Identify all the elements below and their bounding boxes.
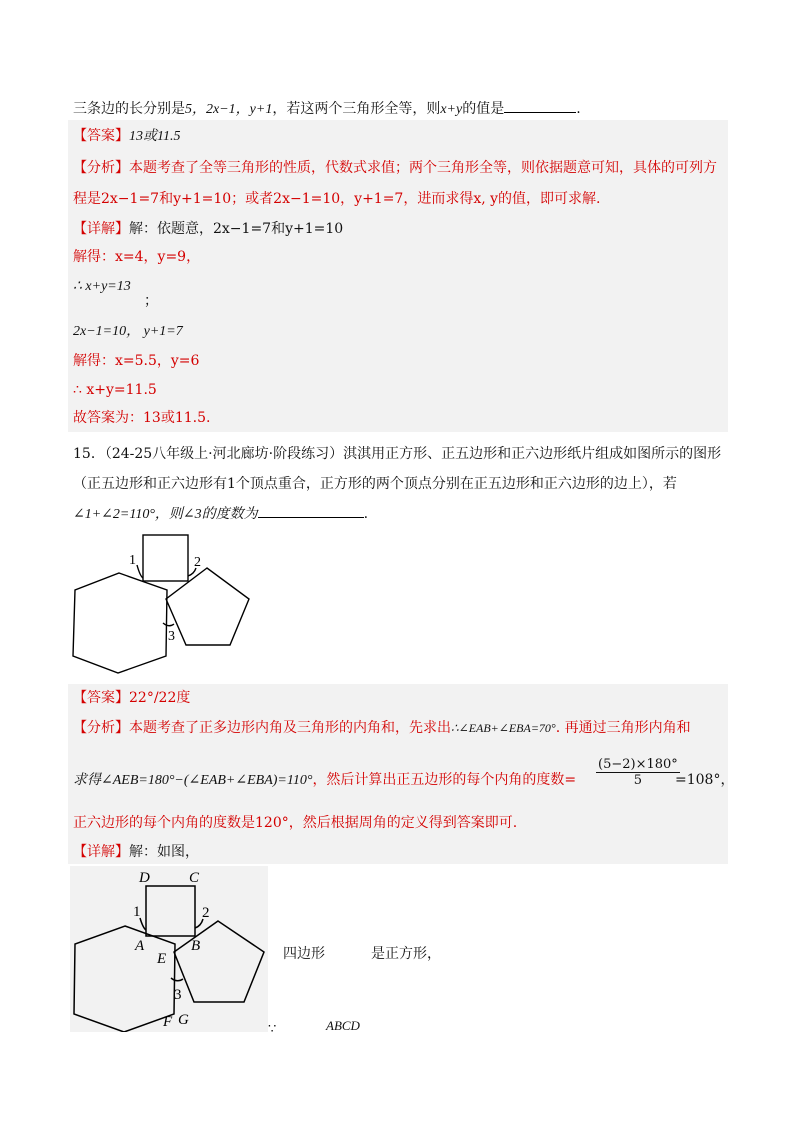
q14-analysis-2: 程是2x−1=7和y+1=10；或者2x−1=10，y+1=7，进而求得x, y的值，即可求解. [73, 191, 601, 207]
q14-detail-text-6: ∴ x+y=11.5 [73, 382, 157, 398]
q14-stem-text: 三条边的长分别是 [73, 101, 185, 117]
angle-3-arc [163, 623, 174, 626]
q15-analysis-expr-1: ∴∠EAB+∠EBA=70° [451, 721, 556, 735]
hexagon-shape [73, 573, 167, 673]
answer-tag: 【答案】 [73, 128, 129, 144]
q15-analysis-1 [73, 718, 691, 738]
q15-figure [70, 528, 290, 678]
q15-figure-labeled [70, 866, 270, 1032]
q15-analysis-text-1c: . 再通过三角形内角和 [555, 720, 691, 736]
detail-tag: 【详解】 [73, 844, 129, 860]
q15-analysis-text-1a: 本题考查了正多边形内角及三角形的内角和，先求出 [129, 720, 451, 736]
q15-answer-value: 22°/22度 [129, 690, 191, 706]
q15-detail-text-1: 解：如图， [129, 844, 199, 860]
q15-stem-1: 15．（24-25八年级上·河北廊坊·阶段练习）淇淇用正方形、正五边形和正六边形纸片组成如图所示的图形 [73, 446, 722, 462]
q14-stem-suffix: 的值是 [462, 101, 505, 117]
q15-analysis-2c: =108°， [675, 772, 735, 788]
q14-detail-text-5: 解得：x=5.5，y=6 [73, 353, 200, 369]
q15-stem-3 [73, 503, 368, 525]
q14-stem-expr: x+y [440, 102, 463, 117]
fig-label-2: 2 [194, 555, 201, 570]
fraction [596, 757, 680, 788]
angle-1-arc [137, 565, 143, 578]
q15-stem-3-text: ∠1+∠2=110°，则∠3的度数为 [73, 507, 258, 522]
label-G: G [178, 1012, 189, 1028]
label-B: B [191, 938, 201, 954]
q14-answer-blank[interactable] [504, 98, 576, 113]
label-E: E [157, 951, 167, 967]
detail-tag: 【详解】 [73, 221, 129, 237]
q15-because: ∵ [268, 1022, 277, 1037]
q14-stem-values: 5，2x−1，y+1 [185, 102, 273, 117]
q15-detail-1 [73, 842, 199, 862]
q15-answer [73, 688, 190, 708]
q14-analysis-text-1: 本题考查了全等三角形的性质，代数式求值；两个三角形全等，则依据题意可知，具体的可列方 [129, 160, 717, 176]
q14-detail-6 [73, 380, 157, 400]
label-D: D [139, 870, 150, 886]
q14-analysis-1 [73, 158, 717, 178]
square-shape [143, 535, 188, 581]
fig-label-3: 3 [168, 629, 175, 644]
q15-analysis-text-2b: ，然后计算出正五边形的每个内角的度数= [312, 772, 577, 788]
analysis-tag: 【分析】 [73, 720, 129, 736]
q14-detail-7: 故答案为：13或11.5. [73, 410, 211, 426]
q14-detail-text-1: 解：依题意，2x−1=7和y+1=10 [129, 221, 344, 237]
label-3: 3 [174, 987, 182, 1003]
q14-detail-text-3: ∴ x+y=13 [73, 279, 131, 294]
label-F: F [163, 1014, 173, 1030]
pentagon-shape [166, 568, 249, 645]
fraction-numerator: (5−2)×180° [598, 757, 678, 772]
q15-answer-blank[interactable] [258, 503, 364, 518]
answer-tag: 【答案】 [73, 690, 129, 706]
q14-answer [73, 126, 180, 147]
q15-analysis-2 [73, 770, 576, 791]
q15-side-text-1: 四边形 [283, 946, 325, 962]
q15-stem-2: （正五边形和正六边形有1个顶点重合，正方形的两个顶点分别在正五边形和正六边形的边上），若 [73, 476, 677, 492]
q15-analysis-expr-2: 求得∠AEB=180°−(∠EAB+∠EBA)=110° [73, 773, 313, 788]
fraction-denominator: 5 [633, 773, 643, 788]
q14-stem-mid: ，若这两个三角形全等，则 [272, 101, 441, 117]
q15-analysis-3: 正六边形的每个内角的度数是120°，然后根据周角的定义得到答案即可. [73, 815, 518, 831]
label-2: 2 [202, 905, 210, 921]
q14-detail-3b: ； [144, 293, 158, 309]
label-A: A [135, 938, 145, 954]
q15-stem-3-period: . [363, 506, 369, 522]
q14-period: . [576, 101, 581, 117]
fig-label-1: 1 [129, 553, 136, 568]
q14-detail-5 [73, 351, 199, 371]
q14-detail-4: 2x−1=10， y+1=7 [73, 324, 183, 339]
label-C: C [189, 870, 200, 886]
q14-stem-line [73, 98, 581, 120]
q14-detail-1 [73, 219, 343, 239]
q14-answer-value: 13或11.5 [129, 129, 181, 144]
analysis-tag: 【分析】 [73, 160, 129, 176]
q14-detail-2: 解得：x=4，y=9， [73, 249, 201, 265]
q14-detail-3 [73, 276, 131, 297]
label-1: 1 [133, 904, 141, 920]
q15-side-text-2: 是正方形， [371, 946, 441, 962]
q15-abcd: ABCD [326, 1018, 360, 1033]
